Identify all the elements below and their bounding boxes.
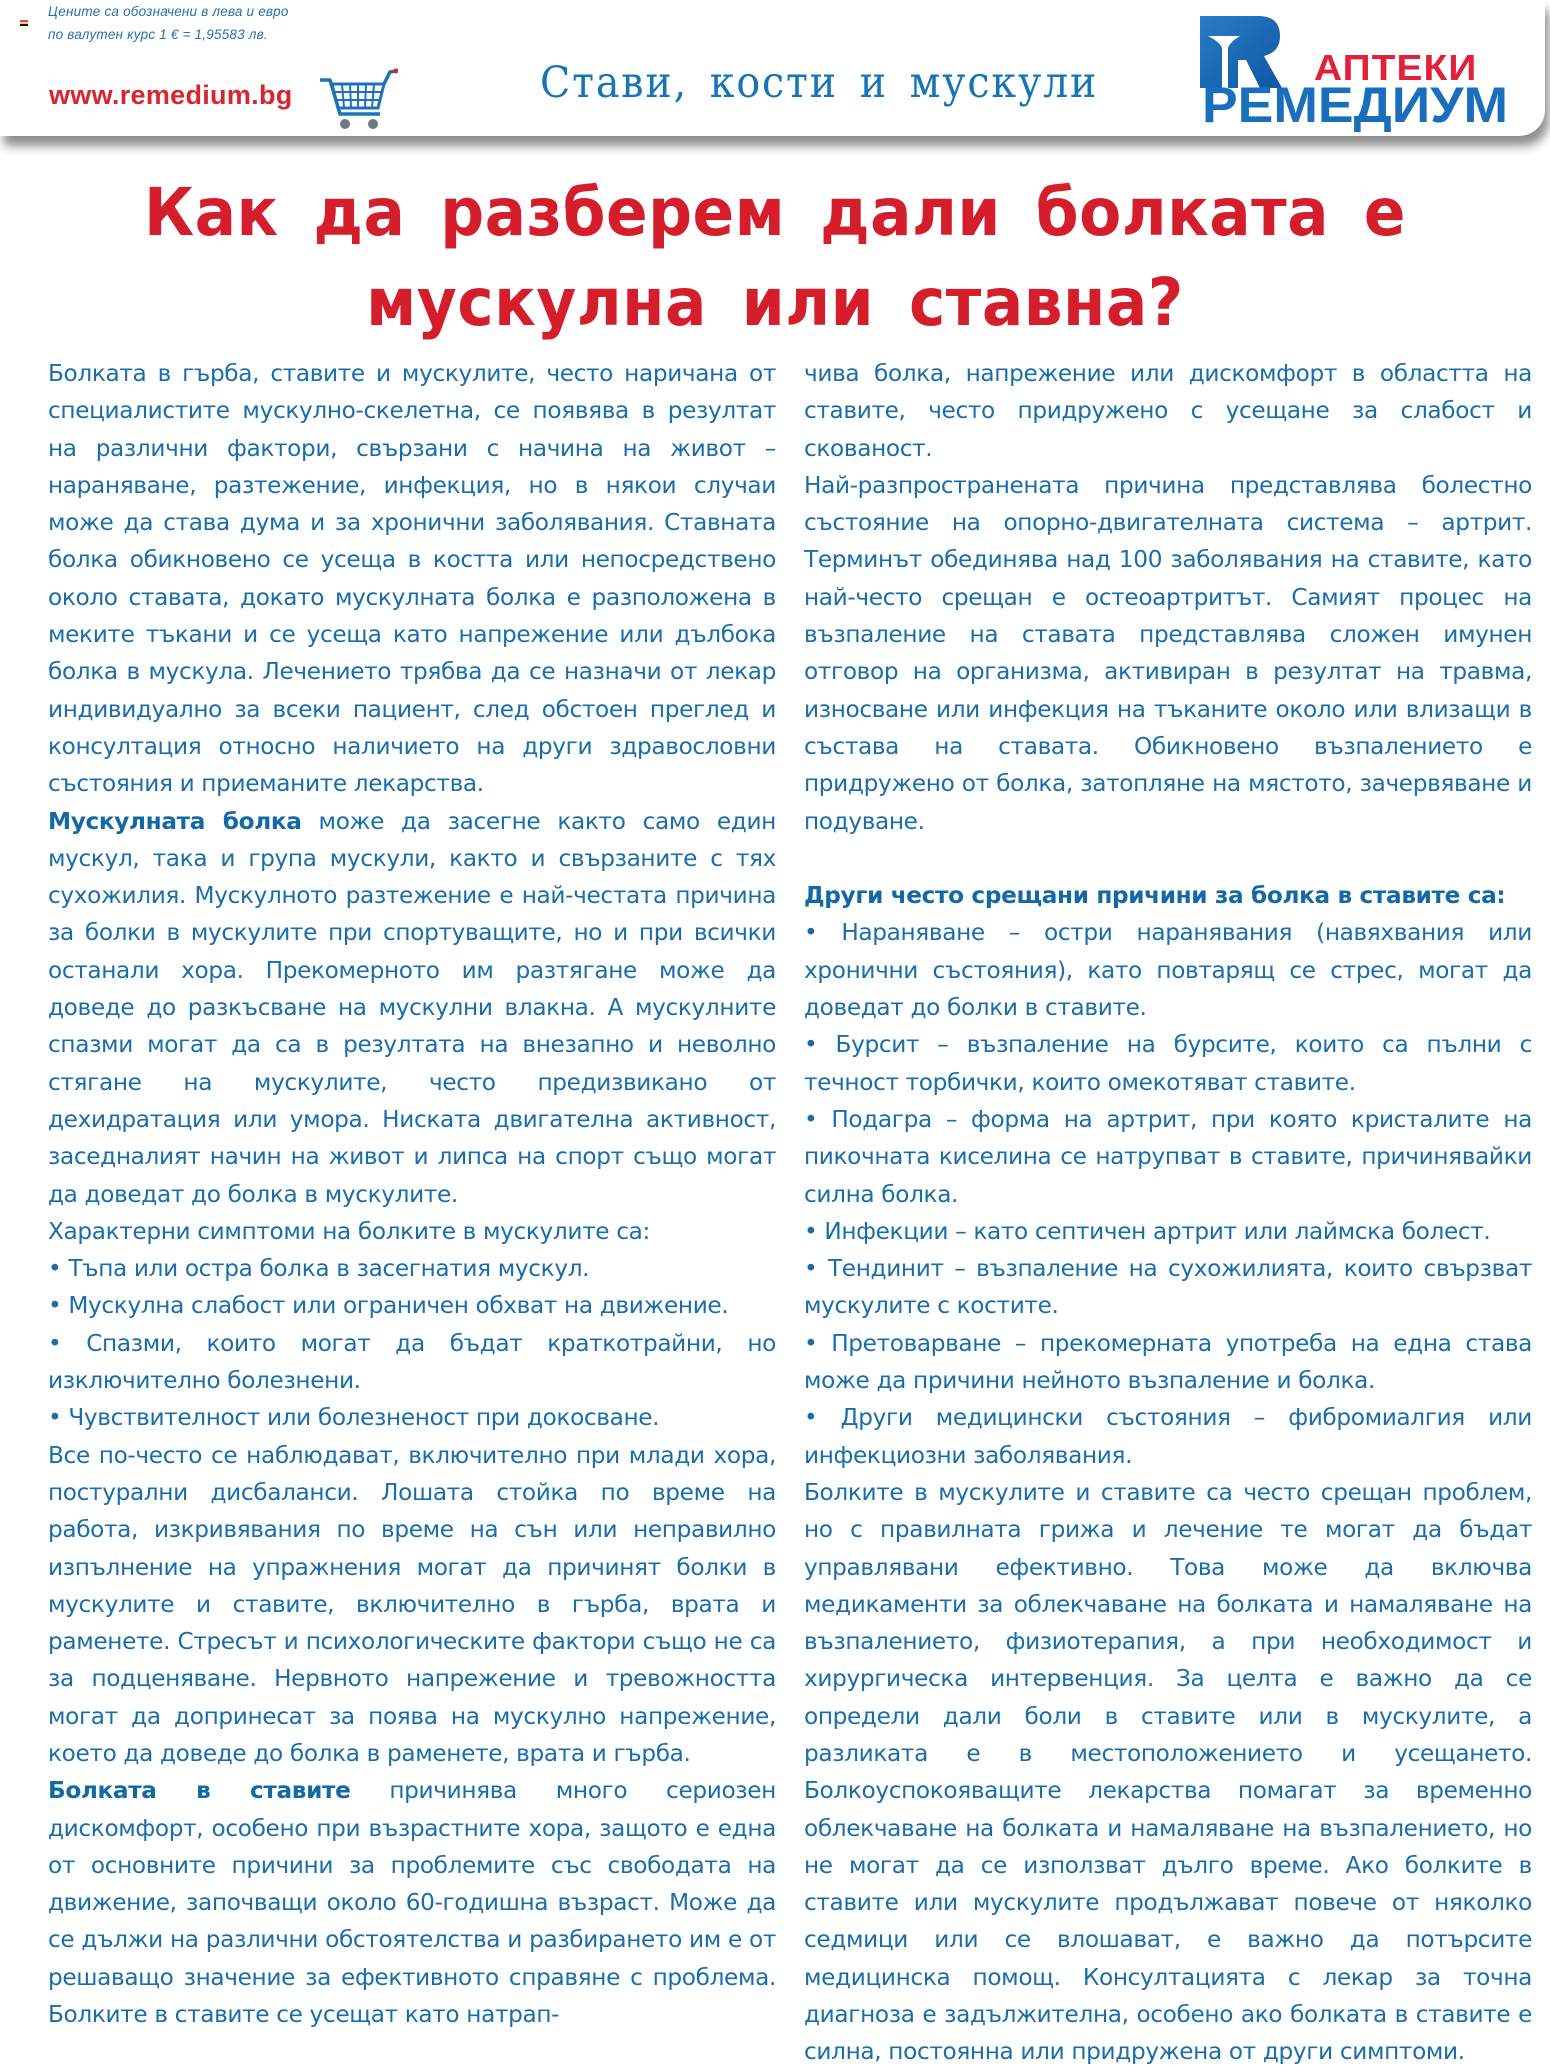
causes-heading: Други често срещани причини за болка в ставите са: bbox=[804, 882, 1506, 910]
article-left-column bbox=[48, 355, 776, 2033]
site-url-link[interactable]: www.remedium.bg bbox=[49, 80, 293, 110]
section-title: Стави, кости и мускули bbox=[540, 58, 1099, 108]
logo-brand-text: РЕМЕДИУМ bbox=[1202, 77, 1509, 133]
price-note bbox=[48, 0, 289, 46]
paragraph-gap bbox=[804, 840, 1532, 877]
posture-paragraph: Все по-често се наблюдават, включително при млади хора, постурални дисбаланси. Лошата стойка по време на работа, изкривявания по време на сън или неправилно изпълнение на упражнения могат да причинят болки в мускулите и ставите, включително в гърба, врата и раменете. Стресът и психологическите фактори също не са за подценяване. Нервното напрежение и тревожността могат да допринесат за поява на мускулно напрежение, което да доведе до болка в раменете, врата и гърба. bbox=[48, 1441, 776, 1767]
symptom-list-item: • Тъпа или остра болка в засегнатия мускул. bbox=[48, 1250, 776, 1287]
conclusion-paragraph: Болките в мускулите и ставите са често срещан проблем, но с правилната грижа и лечение те могат да бъдат управлявани ефективно. Това може да включва медикаменти за облекчаване на болката и намаляване на възпалението, физиотерапия, а при необходимост и хирургическа интервенция. За целта е важно да се определи дали боли в ставите или в мускулите, а разликата е в местоположението и усещането. Болкоуспокояващите лекарства помагат за временно облекчаване на болката и намаляване на възпалението, но не могат да се използват дълго време. Ако болките в ставите или мускулите продължават повече от няколко седмици или се влошават, е важно да потърсите медицинска помощ. Консултацията с лекар за точна диагноза е задължителна, особено ако болката в ставите е силна, постоянна или придружена от други симптоми. bbox=[804, 1478, 1532, 2066]
shopping-cart-icon bbox=[318, 68, 398, 132]
arthritis-paragraph: Най-разпространената причина представлява болестно състояние на опорно-двигателната система – артрит. Терминът обединява над 100 заболявания на ставите, като най-често срещан е остеоартритът. Самият процес на възпаление на ставата представлява сложен имунен отговор на организма, активиран в резултат на травма, износване или инфекция на тъканите около или влизащи в състава на ставата. Обикновено възпалението е придружено от болка, затопляне на мястото, зачервяване и подуване. bbox=[804, 471, 1532, 835]
logo-apteki-text: АПТЕКИ bbox=[1314, 47, 1478, 88]
cause-list-item: • Претоварване – прекомерната употреба на една става може да причини нейното възпаление и болка. bbox=[804, 1325, 1532, 1400]
intro-paragraph: Болката в гърба, ставите и мускулите, често наричана от специалистите мускулно-скелетна, се появява в резултат на различни фактори, свързани с начина на живот – нараняване, разтежение, инфекция, но в някои случаи може да става дума и за хронични заболявания. Ставната болка обикновено се усеща в костта или непосредствено около ставата, докато мускулната болка е разположена в меките тъкани и се усеща като напрежение или дълбока болка в мускула. Лечението трябва да се назначи от лекар индивидуално за всеки пациент, след обстоен преглед и консултация относно наличието на други здравословни състояния и приеманите лекарства. bbox=[48, 360, 776, 798]
remedium-logo[interactable] bbox=[1200, 16, 1509, 133]
symptoms-heading: Характерни симптоми на болките в мускулите са: bbox=[48, 1217, 650, 1245]
page-header bbox=[0, 0, 1545, 136]
symptom-list-item: • Мускулна слабост или ограничен обхват на движение. bbox=[48, 1287, 776, 1324]
cause-list-item: • Подагра – форма на артрит, при която кристалите на пикочната киселина се натрупват в ставите, причинявайки силна болка. bbox=[804, 1101, 1532, 1213]
registration-mark-icon bbox=[20, 20, 28, 28]
muscle-pain-paragraph bbox=[48, 803, 776, 1213]
symptom-list-item: • Чувствителност или болезненост при докосване. bbox=[48, 1399, 776, 1436]
cause-list-item: • Други медицински състояния – фибромиалгия или инфекциозни заболявания. bbox=[804, 1399, 1532, 1474]
muscle-pain-text: може да засегне както само един мускул, така и група мускули, както и свързаните с тях сухожилия. Мускулното разтежение е най-честата причина за болки в мускулите при спортуващите, но и при всички останали хора. Прекомерното им разтягане може да доведе до разкъсване на мускулни влакна. А мускулните спазми могат да са в резултата на внезапно и неволно стягане на мускулите, често предизвикано от дехидратация или умора. Ниската двигателна активност, заседналият начин на живот и липса на спорт също могат да доведат до болка в мускулите. bbox=[48, 807, 776, 1208]
symptom-list-item: • Спазми, които могат да бъдат краткотрайни, но изключително болезнени. bbox=[48, 1325, 776, 1400]
cause-list-item: • Инфекции – като септичен артрит или лаймска болест. bbox=[804, 1213, 1532, 1250]
cause-list-item: • Тендинит – възпаление на сухожилията, които свързват мускулите с костите. bbox=[804, 1250, 1532, 1325]
joint-pain-paragraph bbox=[48, 1772, 776, 2033]
muscle-pain-lead: Мускулната болка bbox=[48, 807, 302, 835]
article-right-column bbox=[804, 355, 1532, 2068]
cause-list-item: • Нараняване – остри наранявания (навяхвания или хронични състояния), като повтарящ се стрес, могат да доведат до болки в ставите. bbox=[804, 914, 1532, 1026]
article-title: Как да разберем дали болката е мускулна или ставна? bbox=[143, 174, 1407, 341]
price-note-line1: Цените са обозначени в лева и евро bbox=[48, 4, 289, 19]
joint-pain-lead: Болката в ставите bbox=[48, 1777, 351, 1805]
price-note-line2: по валутен курс 1 € = 1,95583 лв. bbox=[48, 27, 268, 42]
joint-pain-text: причинява много сериозен дискомфорт, особено при възрастните хора, защото е една от основните причини за проблемите със свободата на движение, започващи около 60-годишна възраст. Може да се дължи на различни обстоятелства и разбирането им е от решаващо значение за ефективното справяне с проблема. Болките в ставите се усещат като натрап- bbox=[48, 1777, 776, 2029]
cause-list-item: • Бурсит – възпаление на бурсите, които са пълни с течност торбички, които омекотяват ставите. bbox=[804, 1026, 1532, 1101]
continuation-paragraph: чива болка, напрежение или дискомфорт в областта на ставите, често придружено с усещане за слабост и скованост. bbox=[804, 360, 1532, 462]
